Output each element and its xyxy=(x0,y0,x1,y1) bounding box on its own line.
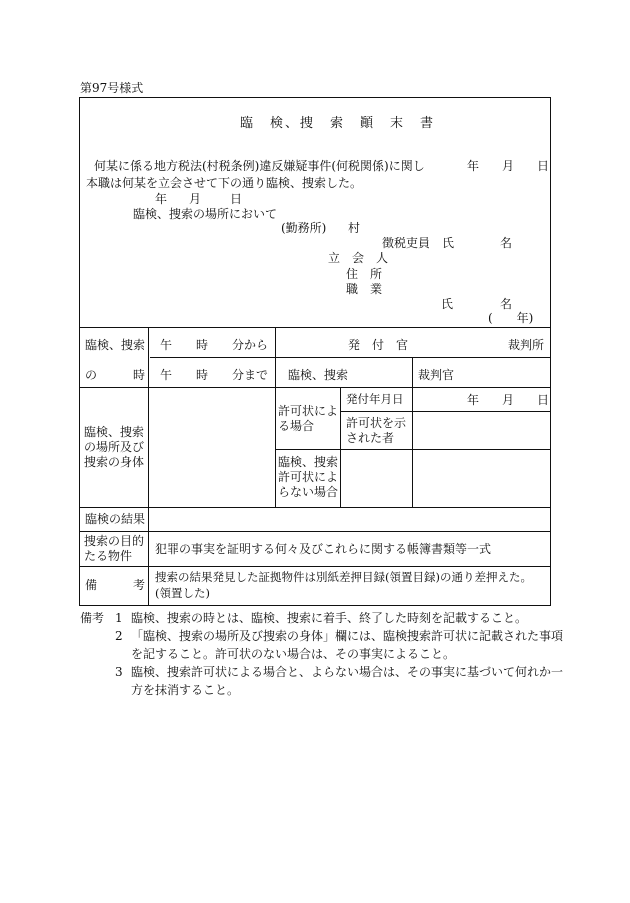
rule-3 xyxy=(80,507,550,508)
official-label: 徴税吏員 氏 xyxy=(382,236,455,250)
remarks-text-2: (領置した) xyxy=(155,586,210,600)
form-title: 臨 検、捜 索 顚 末 書 xyxy=(240,116,436,131)
issue-year: 年 xyxy=(467,393,480,407)
note-3-number: 3 xyxy=(115,665,123,679)
note-2-text-2: を記すること。許可状のない場合は、その事実によること。 xyxy=(131,647,456,661)
office-label: (勤務所) xyxy=(281,221,327,235)
note-3-text-1: 臨検、捜索許可状による場合と、よらない場合は、その事実に基づいて何れか一 xyxy=(131,665,564,679)
rule-4 xyxy=(80,531,550,532)
intro-date-month: 月 xyxy=(502,159,515,173)
age-label: ( 年) xyxy=(488,311,534,325)
note-2-text-1: 「臨検、捜索の場所及び捜索の身体」欄には、臨検捜索許可状に記載された事項 xyxy=(131,629,564,643)
intro-date-day: 日 xyxy=(537,159,550,173)
form-frame xyxy=(79,97,551,606)
issue-date-label: 発付年月日 xyxy=(346,392,404,406)
warrant-case-label: 許可状による場合 xyxy=(278,404,339,433)
col-judge-divider xyxy=(412,357,413,507)
target-text: 犯罪の事実を証明する何々及びこれらに関する帳簿書類等一式 xyxy=(155,542,492,556)
col-time-divider xyxy=(275,327,276,507)
village-label: 村 xyxy=(348,221,361,235)
note-1-number: 1 xyxy=(115,611,123,625)
notes-heading: 備考 xyxy=(80,611,105,625)
issuer-label: 発 付 官 xyxy=(348,338,409,352)
intro-line3-month: 月 xyxy=(189,192,202,206)
time-label-top: 臨検、捜索 xyxy=(85,338,146,352)
form-number: 第97号様式 xyxy=(80,81,144,95)
occupation-label: 職 業 xyxy=(346,282,383,296)
col-warrant-divider xyxy=(340,387,341,507)
note-1-text: 臨検、捜索の時とは、臨検、捜索に着手、終了した時刻を記載すること。 xyxy=(131,611,528,625)
time-to: 午 時 分まで xyxy=(160,368,269,382)
remarks-text-1: 捜索の結果発見した証拠物件は別紙差押目録(領置目録)の通り差押えた。 xyxy=(155,570,532,584)
remarks-label: 備 考 xyxy=(85,578,146,592)
result-label: 臨検の結果 xyxy=(85,512,146,526)
time-from: 午 時 分から xyxy=(160,338,269,352)
intro-line3-year: 年 xyxy=(155,192,168,206)
official-name-label: 名 xyxy=(500,236,513,250)
shown-to-label: 許可状を示された者 xyxy=(346,416,407,445)
rule-1 xyxy=(80,327,550,328)
witness-name-label: 氏 xyxy=(441,297,454,311)
search-label: 臨検、捜索 xyxy=(288,368,349,382)
issue-month: 月 xyxy=(502,393,515,407)
place-label: 臨検、捜索の場所において xyxy=(133,207,278,221)
intro-line-1: 何某に係る地方税法(村税条例)違反嫌疑事件(何税関係)に関し xyxy=(94,159,425,173)
col-label-divider xyxy=(148,327,149,605)
place-row-label: 臨検、捜索の場所及び捜索の身体 xyxy=(84,425,145,469)
time-label-bottom: の 時 xyxy=(85,368,146,382)
court-label: 裁判所 xyxy=(508,338,545,352)
target-label: 捜索の目的たる物件 xyxy=(84,534,145,563)
witness-label: 立 会 人 xyxy=(328,251,389,265)
intro-line-2: 本職は何某を立会させて下の通り臨検、捜索した。 xyxy=(86,176,363,190)
note-2-number: 2 xyxy=(115,629,123,643)
witness-name-label-2: 名 xyxy=(500,297,513,311)
issue-day: 日 xyxy=(537,393,550,407)
rule-issue-date xyxy=(340,411,550,412)
intro-line3-day: 日 xyxy=(230,192,243,206)
judge-label: 裁判官 xyxy=(418,368,455,382)
address-label: 住 所 xyxy=(346,267,383,281)
no-warrant-label: 臨検、捜索許可状によらない場合 xyxy=(278,455,339,499)
note-3-text-2: 方を抹消すること。 xyxy=(131,683,240,697)
rule-time-mid xyxy=(150,357,550,358)
rule-2 xyxy=(80,387,550,388)
intro-date-year: 年 xyxy=(467,159,480,173)
rule-5 xyxy=(80,566,550,567)
